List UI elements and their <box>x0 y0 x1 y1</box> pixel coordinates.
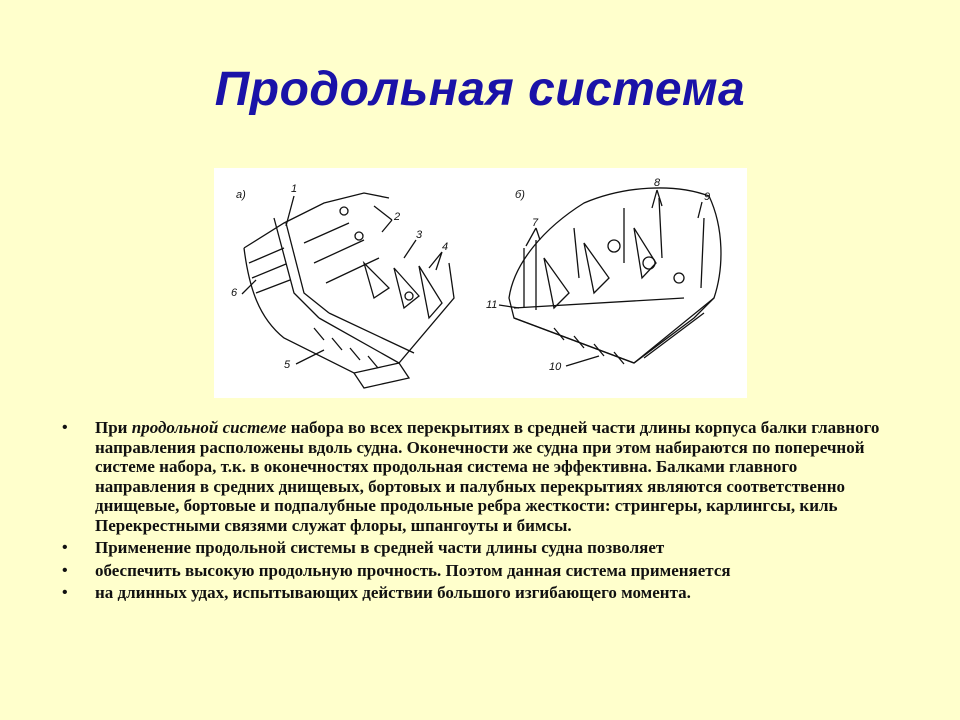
hull-framing-drawing <box>214 168 747 398</box>
hull-framing-figure <box>214 168 747 398</box>
panel-a-label: а) <box>236 189 246 201</box>
panel-b-label: б) <box>515 189 525 201</box>
bullet-text-emphasis: продольной системе <box>131 418 287 437</box>
bullet-item <box>62 538 902 558</box>
bullet-item <box>62 561 902 581</box>
callout-5: 5 <box>284 359 291 371</box>
callout-8: 8 <box>654 177 661 189</box>
bullet-text: обеспечить высокую продольную прочность. Поэтом данная система применяется <box>95 560 731 580</box>
bullet-dot: • <box>62 539 68 556</box>
bullet-item <box>62 418 902 535</box>
callout-11: 11 <box>486 299 498 311</box>
bullet-text: Применение продольной системы в средней части длины судна позволяет <box>95 538 665 557</box>
panel-b-drawing <box>509 188 721 364</box>
bullet-text: набора во всех перекрытиях в средней части длины корпуса балки главного направления расположены вдоль судна. Оконечности же судна при этом набираются по поперечной системе набора, т.к. в оконечностях продольная система не эффективна. Балками главного направления в средних днищевых, бортовых и палубных перекрытиях являются соответственно днищевые, бортовые и подпалубные продольные ребра жесткости: стрингеры, карлингсы, киль Перекрестными связями служат флоры, шпангоуты и бимсы. <box>95 418 880 535</box>
callout-4: 4 <box>442 241 449 253</box>
callout-2: 2 <box>394 211 401 223</box>
bullet-text-prefix: При <box>95 418 132 437</box>
bullet-dot: • <box>62 419 68 436</box>
callout-6: 6 <box>231 287 238 299</box>
callout-9: 9 <box>704 191 711 203</box>
bullet-dot: • <box>62 561 68 579</box>
panel-a-drawing <box>244 193 454 388</box>
callout-3: 3 <box>416 229 423 241</box>
callout-1: 1 <box>291 183 298 195</box>
slide-title: Продольная система <box>214 63 746 116</box>
bullet-list <box>62 418 902 606</box>
callout-10: 10 <box>549 361 562 373</box>
bullet-dot: • <box>62 584 68 601</box>
bullet-text: на длинных удах, испытывающих действии большого изгибающего момента. <box>95 583 691 602</box>
callout-7: 7 <box>532 217 539 229</box>
bullet-item <box>62 583 902 603</box>
